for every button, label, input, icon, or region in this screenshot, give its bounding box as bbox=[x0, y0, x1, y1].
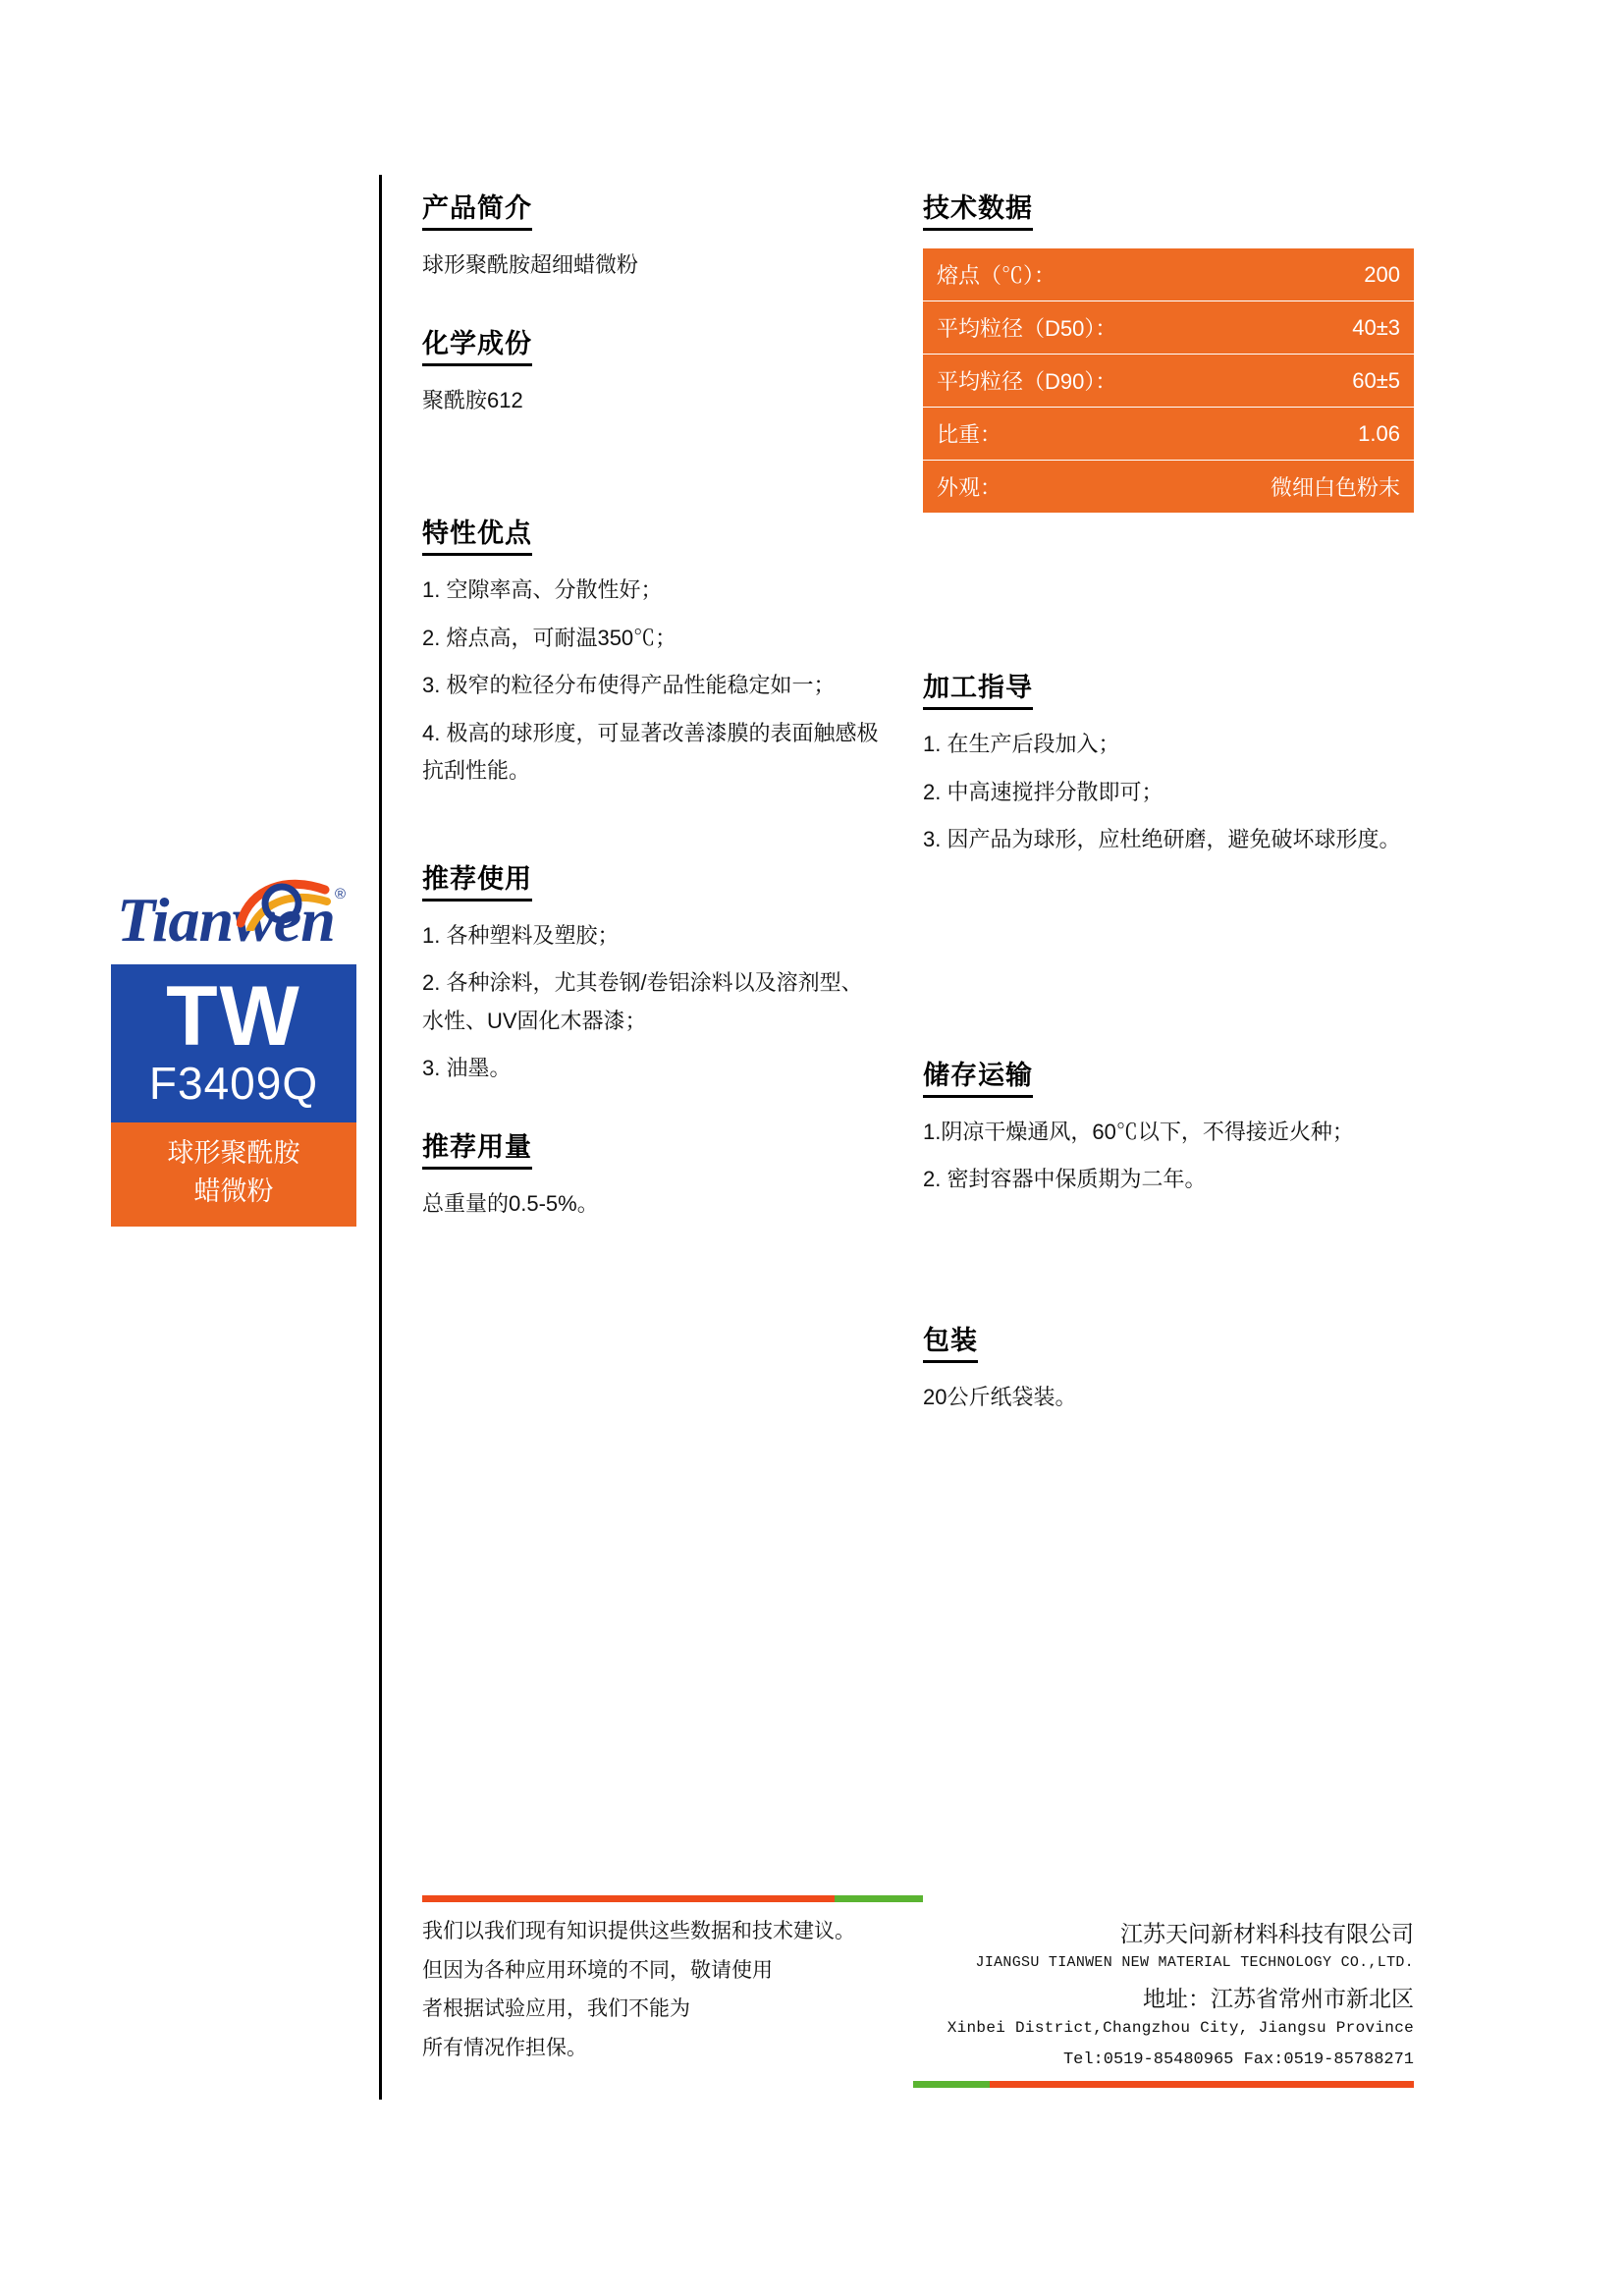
section-recommended-use bbox=[422, 857, 884, 1088]
product-name-line-2: 蜡微粉 bbox=[193, 1175, 274, 1206]
product-code-box bbox=[111, 964, 356, 1122]
table-row bbox=[923, 461, 1414, 514]
company-logo-block bbox=[111, 874, 356, 1227]
rule-green-segment bbox=[913, 2081, 990, 2088]
company-name-cn: 江苏天问新材料科技有限公司 bbox=[1120, 1921, 1414, 1946]
footer-rule-top bbox=[422, 1895, 923, 1902]
spacer-left-1 bbox=[422, 457, 884, 512]
tech-row-label-0: 熔点（℃）： bbox=[923, 248, 1203, 301]
table-row bbox=[923, 248, 1414, 301]
section-tech-data bbox=[923, 187, 1414, 513]
footer-company-info bbox=[864, 1916, 1414, 2071]
disclaimer-line-3: 所有情况作担保。 bbox=[422, 2036, 587, 2059]
section-processing-title: 加工指导 bbox=[923, 666, 1033, 710]
tech-row-label-4: 外观： bbox=[937, 475, 1002, 500]
registered-mark: ® bbox=[335, 886, 347, 902]
section-storage-body-0: 1.阴凉干燥通风，60℃以下，不得接近火种； bbox=[923, 1119, 1354, 1144]
section-tech-data-title: 技术数据 bbox=[923, 187, 1033, 231]
section-intro bbox=[422, 187, 884, 285]
tech-row-value-3: 1.06 bbox=[1203, 408, 1414, 461]
footer-rule-bottom bbox=[913, 2081, 1414, 2088]
section-composition-body-0: 聚酰胺612 bbox=[422, 387, 523, 412]
section-features-body-2: 3. 极窄的粒径分布使得产品性能稳定如一； bbox=[422, 673, 836, 697]
tech-row-value-1: 40±3 bbox=[1203, 301, 1414, 355]
section-processing-body-0: 1. 在生产后段加入； bbox=[923, 732, 1120, 756]
section-packaging-title: 包装 bbox=[923, 1319, 978, 1363]
section-features-body-0: 1. 空隙率高、分散性好； bbox=[422, 577, 663, 602]
rule-orange-segment bbox=[990, 2081, 1414, 2088]
disclaimer-line-0: 我们以我们现有知识提供这些数据和技术建议。 bbox=[422, 1920, 855, 1942]
section-features-body-1: 2. 熔点高，可耐温350℃； bbox=[422, 625, 677, 650]
section-recommended-use-body-1: 2. 各种涂料，尤其卷钢/卷铝涂料以及溶剂型、水性、UV固化木器漆； bbox=[422, 970, 863, 1033]
section-storage-title: 储存运输 bbox=[923, 1054, 1033, 1098]
vertical-divider bbox=[379, 175, 382, 2100]
tech-row-value-0: 200 bbox=[1203, 248, 1414, 301]
rule-orange-segment bbox=[422, 1895, 835, 1902]
section-dosage-body-0: 总重量的0.5-5%。 bbox=[422, 1190, 599, 1216]
right-content-column bbox=[923, 187, 1414, 1453]
section-processing-body-2: 3. 因产品为球形，应杜绝研磨，避免破坏球形度。 bbox=[923, 827, 1401, 851]
section-composition-title: 化学成份 bbox=[422, 322, 532, 366]
section-features-title: 特性优点 bbox=[422, 512, 532, 556]
footer bbox=[422, 1895, 1414, 2088]
table-row bbox=[923, 301, 1414, 355]
disclaimer-line-2: 者根据试验应用，我们不能为 bbox=[422, 1997, 690, 2020]
table-row bbox=[923, 355, 1414, 408]
tech-row-value-2: 60±5 bbox=[1203, 355, 1414, 408]
spacer-right-2 bbox=[923, 897, 1414, 1054]
section-recommended-use-body-0: 1. 各种塑料及塑胶； bbox=[422, 922, 620, 948]
left-content-column bbox=[422, 187, 884, 1260]
swoosh-icon bbox=[237, 874, 331, 931]
section-features bbox=[422, 512, 884, 791]
section-dosage-title: 推荐用量 bbox=[422, 1125, 532, 1170]
section-recommended-use-body-2: 3. 油墨。 bbox=[422, 1056, 512, 1080]
table-row bbox=[923, 408, 1414, 461]
section-features-body-3: 4. 极高的球形度，可显著改善漆膜的表面触感极抗刮性能。 bbox=[422, 720, 879, 783]
tech-row-label-1: 平均粒径（D50）： bbox=[923, 301, 1203, 355]
section-recommended-use-title: 推荐使用 bbox=[422, 857, 532, 902]
section-intro-title: 产品简介 bbox=[422, 187, 532, 231]
company-contact: Tel:0519-85480965 Fax:0519-85788271 bbox=[1062, 2050, 1414, 2069]
company-address-en: Xinbei District,Changzhou City, Jiangsu Province bbox=[947, 2019, 1414, 2037]
section-composition bbox=[422, 322, 884, 420]
tech-row-value-4: 微细白色粉末 bbox=[1270, 475, 1400, 500]
section-intro-body-0: 球形聚酰胺超细蜡微粉 bbox=[422, 252, 639, 277]
section-storage bbox=[923, 1054, 1414, 1199]
company-name-en: JIANGSU TIANWEN NEW MATERIAL TECHNOLOGY CO.,LTD. bbox=[975, 1954, 1414, 1971]
rule-green-segment bbox=[835, 1895, 923, 1902]
spacer-right-1 bbox=[923, 550, 1414, 666]
spacer-left-2 bbox=[422, 828, 884, 857]
section-packaging bbox=[923, 1319, 1414, 1417]
product-name-line-1: 球形聚酰胺 bbox=[167, 1137, 300, 1168]
section-packaging-body-0: 20公斤纸袋装。 bbox=[923, 1384, 1077, 1409]
section-storage-body-1: 2. 密封容器中保质期为二年。 bbox=[923, 1167, 1207, 1191]
product-code: F3409Q bbox=[148, 1058, 319, 1109]
brand-initials: TW bbox=[166, 969, 301, 1064]
brand-wordmark bbox=[111, 874, 356, 964]
company-address-cn: 地址：江苏省常州市新北区 bbox=[1143, 1986, 1414, 2011]
tech-row-label-3: 比重： bbox=[923, 408, 1203, 461]
brand-name: Tianwen bbox=[117, 885, 335, 955]
section-dosage bbox=[422, 1125, 884, 1224]
footer-disclaimer bbox=[422, 1916, 855, 2071]
disclaimer-line-1: 但因为各种应用环境的不同，敬请使用 bbox=[422, 1958, 773, 1982]
product-name-badge bbox=[111, 1122, 356, 1227]
section-processing-body-1: 2. 中高速搅拌分散即可； bbox=[923, 779, 1163, 804]
tech-row-label-2: 平均粒径（D90）： bbox=[923, 355, 1203, 408]
tech-data-table bbox=[923, 248, 1414, 513]
spacer-right-3 bbox=[923, 1236, 1414, 1319]
section-processing bbox=[923, 666, 1414, 859]
